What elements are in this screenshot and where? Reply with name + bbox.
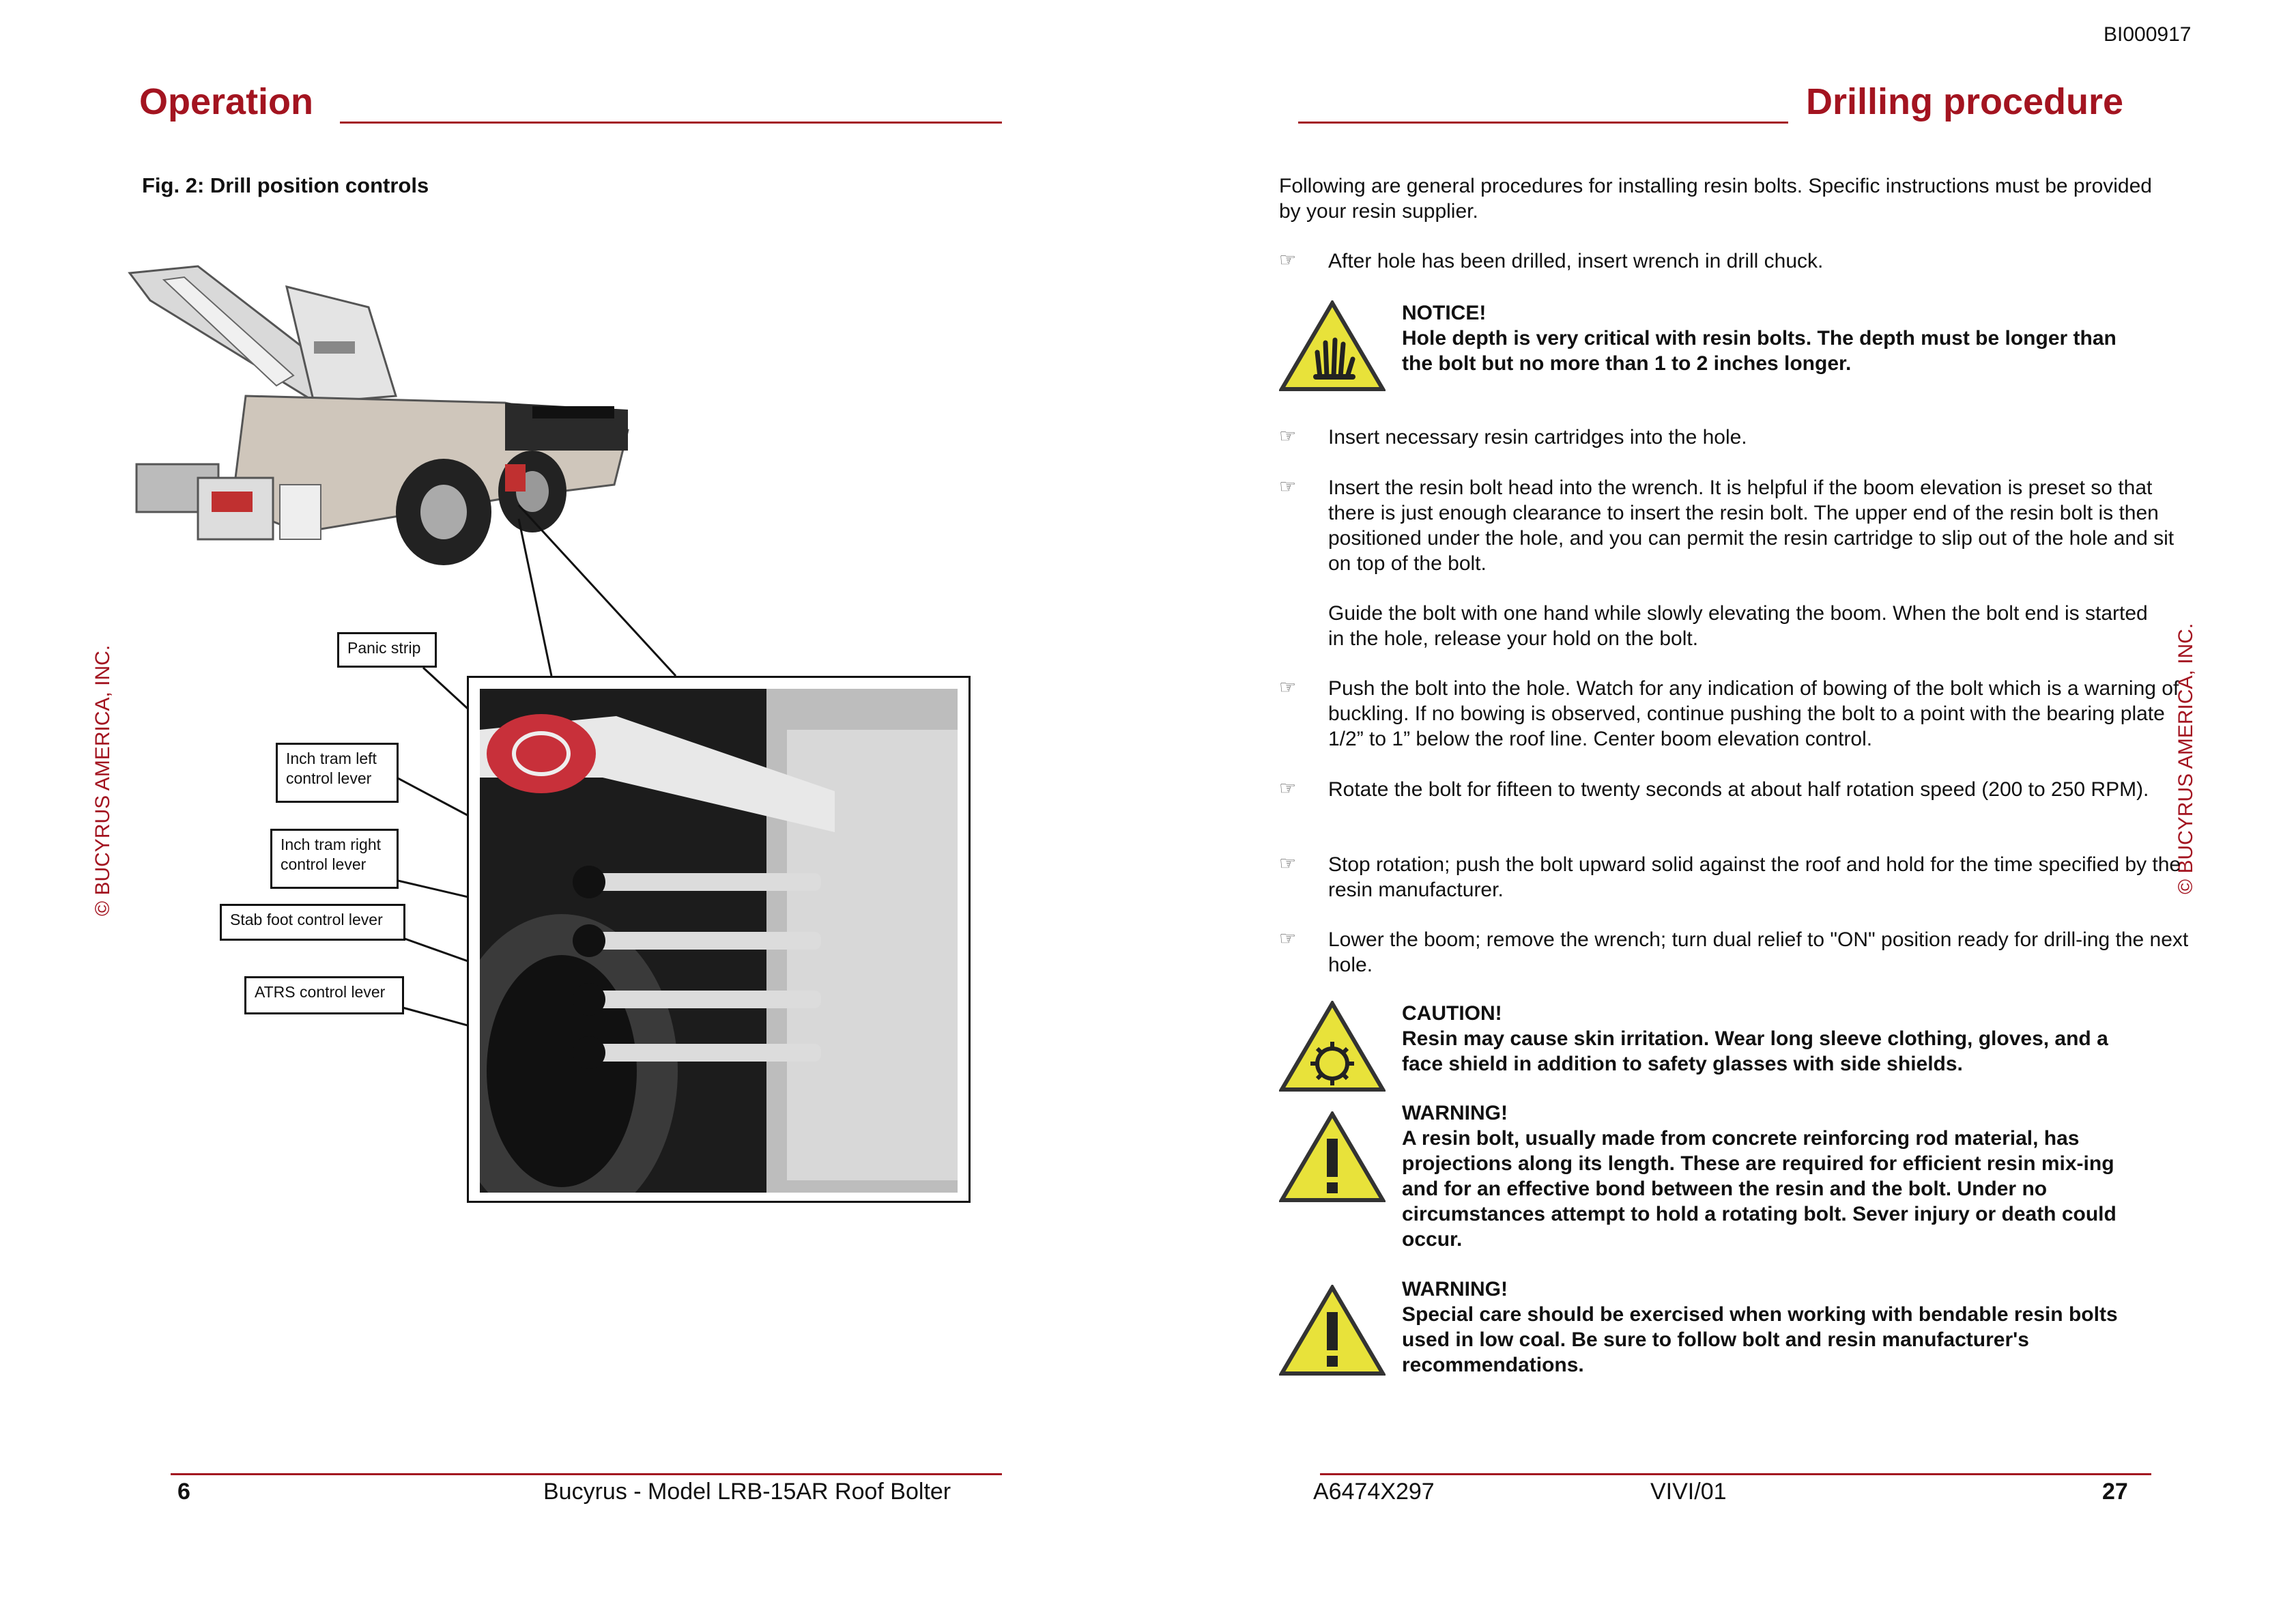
pointing-hand-icon: ☞ [1279,249,1297,270]
right-page-number: 27 [2102,1479,2128,1505]
step-text: After hole has been drilled, insert wrench in drill chuck. [1328,250,1824,272]
hand-warning-icon [1279,300,1386,392]
step-text: Stop rotation; push the bolt upward solid against the roof and hold for the time specified by the resin manufacturer. [1328,853,2181,901]
pointing-hand-icon: ☞ [1279,476,1297,497]
skin-irritation-icon [1279,1001,1386,1092]
caution-title: CAUTION! [1402,1002,1502,1025]
intro-paragraph: Following are general procedures for installing resin bolts. Specific instructions must be provided by your resin supplier. [1279,175,2152,223]
warning-box-resin-bolt [1279,1100,2146,1257]
step-5 [1279,777,2149,831]
controls-inset-frame [467,676,971,1203]
controls-closeup-photo [480,689,958,1193]
step-text: Insert necessary resin cartridges into the hole. [1328,426,1747,449]
right-copyright: © BUCYRUS AMERICA, INC. [2175,623,2197,894]
pointing-hand-icon: ☞ [1279,677,1297,698]
notice-title: NOTICE! [1402,302,1487,324]
left-section-title: Operation [139,81,314,122]
left-footer-rule [171,1473,1002,1475]
revision: VIVI/01 [1650,1479,1727,1505]
left-footer-title: Bucyrus - Model LRB-15AR Roof Bolter [543,1479,951,1505]
caution-text: Resin may cause skin irritation. Wear long sleeve clothing, gloves, and a face shield in addition to safety glasses with side shields. [1402,1027,2108,1075]
left-page-number: 6 [177,1479,190,1505]
pointing-hand-icon: ☞ [1279,425,1297,446]
callout-panic-strip: Panic strip [337,632,437,668]
right-footer-rule [1320,1473,2151,1475]
caution-box [1279,1001,2146,1096]
step-text: Insert the resin bolt head into the wrench. It is helpful if the boom elevation is preset so that there is just enough clearance to insert the resin bolt. The upper end of the resin bolt is then positioned under the hole, and you can permit the resin cartridge to slip out of the hole and sit on top of the bolt. [1328,476,2175,575]
pointing-hand-icon: ☞ [1279,853,1297,874]
callout-atrs: ATRS control lever [244,976,404,1014]
callout-stab-foot: Stab foot control lever [220,904,405,941]
notice-text: Hole depth is very critical with resin bolts. The depth must be longer than the bolt but no more than 1 to 2 inches longer. [1402,327,2116,375]
step-text: Rotate the bolt for fifteen to twenty seconds at about half rotation speed (200 to 250 RPM). [1328,778,2149,801]
step-7 [1279,927,2189,982]
exclamation-warning-icon [1279,1111,1386,1203]
notice-box [1279,300,2146,396]
guide-paragraph: Guide the bolt with one hand while slowly elevating the boom. When the bolt end is started in the hole, release your hold on the bolt. [1328,602,2148,650]
warning-title: WARNING! [1402,1102,1508,1124]
left-copyright: © BUCYRUS AMERICA, INC. [91,644,114,916]
step-6 [1279,852,2181,907]
pointing-hand-icon: ☞ [1279,778,1297,799]
callout-inch-tram-right: Inch tram right control lever [270,829,399,889]
exclamation-warning-icon [1279,1285,1386,1376]
step-1 [1279,248,2146,276]
part-number: A6474X297 [1313,1479,1435,1505]
warning-text: Special care should be exercised when working with bendable resin bolts used in low coal. Be sure to follow bolt and resin manufacturer's recommendations. [1402,1303,2118,1376]
figure-caption: Fig. 2: Drill position controls [142,173,429,197]
pointing-hand-icon: ☞ [1279,928,1297,949]
step-2 [1279,425,2146,452]
right-section-title: Drilling procedure [1806,81,2124,122]
step-4 [1279,676,2179,758]
warning-title: WARNING! [1402,1278,1508,1300]
callout-inch-tram-left: Inch tram left control lever [276,743,399,803]
document-id: BI000917 [2104,23,2192,46]
step-3 [1279,475,2175,584]
step-text: Lower the boom; remove the wrench; turn dual relief to "ON" position ready for drill-ing the next hole. [1328,928,2189,976]
warning-text: A resin bolt, usually made from concrete reinforcing rod material, has projections along its length. These are required for efficient resin mix-ing and for an effective bond between the resin and the bolt. Under no circumstances attempt to hold a rotating bolt. Sever injury or death could occur. [1402,1127,2116,1251]
warning-box-bendable-bolts [1279,1277,2146,1386]
step-text: Push the bolt into the hole. Watch for any indication of bowing of the bolt which is a warning of buckling. If no bowing is observed, continue pushing the bolt to a point with the bearing plate 1/2” to 1” below the roof line. Center boom elevation control. [1328,677,2179,750]
